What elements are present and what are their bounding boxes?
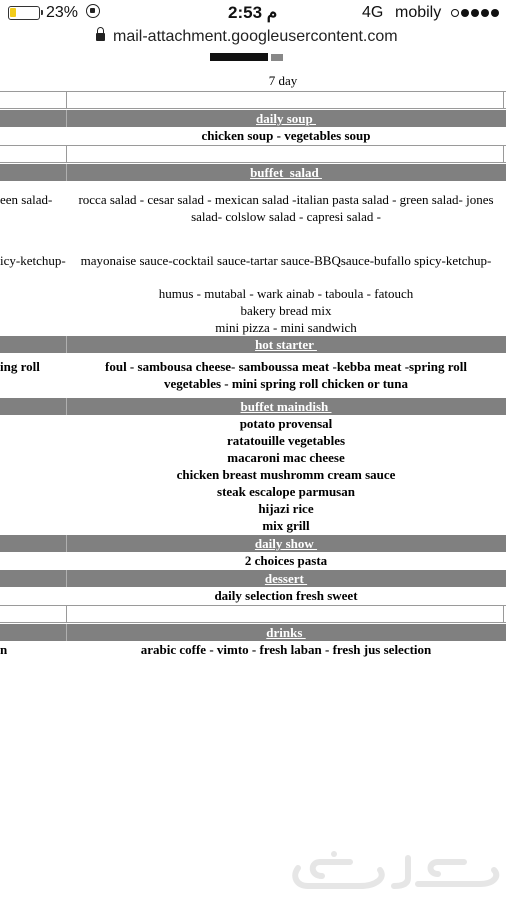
- status-bar: [0, 0, 506, 26]
- section-title: buffet maindish: [240, 399, 332, 414]
- section-header-drinks: [0, 624, 506, 641]
- menu-line: mini pizza - mini sandwich: [215, 320, 357, 335]
- signal-dot: [461, 9, 469, 17]
- signal-dot: [471, 9, 479, 17]
- menu-line: steak escalope parmusan: [217, 484, 355, 499]
- day-label: 7 day: [268, 73, 298, 88]
- menu-line: chicken breast mushromm cream sauce: [176, 467, 396, 482]
- section-header-dessert: [0, 570, 506, 587]
- menu-line: salad- colslow salad - capresi salad -: [191, 209, 381, 224]
- left-column-fragment: een salad-: [0, 192, 53, 207]
- menu-line: mix grill: [262, 518, 310, 533]
- menu-line: bakery bread mix: [240, 303, 332, 318]
- orientation-lock-icon: [86, 4, 100, 18]
- carrier-name: mobily: [395, 4, 442, 21]
- menu-line: 2 choices pasta: [244, 553, 328, 568]
- network-type: 4G: [362, 4, 384, 21]
- empty-table-row: [0, 145, 506, 163]
- empty-table-row: [0, 605, 506, 623]
- url-text[interactable]: mail-attachment.googleusercontent.com: [113, 28, 398, 45]
- page-top-grey-bar: [271, 54, 283, 61]
- menu-line: hijazi rice: [258, 501, 314, 516]
- section-title: daily show: [254, 536, 318, 551]
- menu-line: vegetables - mini spring roll chicken or tuna: [164, 376, 408, 391]
- menu-line: chicken soup - vegetables soup: [201, 128, 371, 143]
- menu-line: mayonaise sauce-cocktail sauce-tartar sauce-BBQsauce-bufallo spicy-ketchup-: [80, 253, 492, 268]
- menu-line: foul - sambousa cheese- samboussa meat -kebba meat -spring roll: [105, 359, 467, 374]
- menu-line: arabic coffe - vimto - fresh laban - fresh jus selection: [140, 642, 432, 657]
- section-title: drinks: [266, 625, 306, 640]
- padlock-icon: [96, 33, 105, 41]
- battery-level-fill: [10, 8, 16, 17]
- left-column-fragment: ing roll: [0, 359, 40, 374]
- menu-line: ratatouille vegetables: [226, 433, 346, 448]
- section-title: hot starter: [255, 337, 317, 352]
- signal-strength-icon: [451, 9, 499, 17]
- left-column-fragment: n: [0, 642, 8, 657]
- section-title: dessert: [264, 571, 308, 586]
- address-bar[interactable]: [0, 26, 506, 50]
- battery-icon: [8, 6, 40, 20]
- signal-dot: [451, 9, 459, 17]
- signal-dot: [491, 9, 499, 17]
- status-time: 2:53 م: [228, 3, 278, 22]
- signal-dot: [481, 9, 489, 17]
- battery-percent: 23%: [46, 4, 79, 21]
- menu-line: rocca salad - cesar salad - mexican salad -italian pasta salad - green salad- jones: [78, 192, 494, 207]
- section-header-daily-show: [0, 535, 506, 552]
- section-header-hot-starter: [0, 336, 506, 353]
- menu-line: humus - mutabal - wark ainab - taboula - fatouch: [158, 286, 414, 301]
- section-header-buffet-salad: [0, 164, 506, 181]
- section-title: daily soup: [256, 111, 316, 126]
- section-title: buffet salad: [250, 165, 322, 180]
- menu-line: daily selection fresh sweet: [214, 588, 358, 603]
- left-column-fragment: icy-ketchup-: [0, 253, 66, 268]
- empty-table-row: [0, 91, 506, 109]
- haraj-watermark-logo: [268, 848, 506, 892]
- menu-line: macaroni mac cheese: [227, 450, 345, 465]
- section-header-buffet-maindish: [0, 398, 506, 415]
- section-header-daily-soup: [0, 110, 506, 127]
- page-top-dark-bar: [210, 53, 268, 61]
- menu-line: potato provensal: [239, 416, 333, 431]
